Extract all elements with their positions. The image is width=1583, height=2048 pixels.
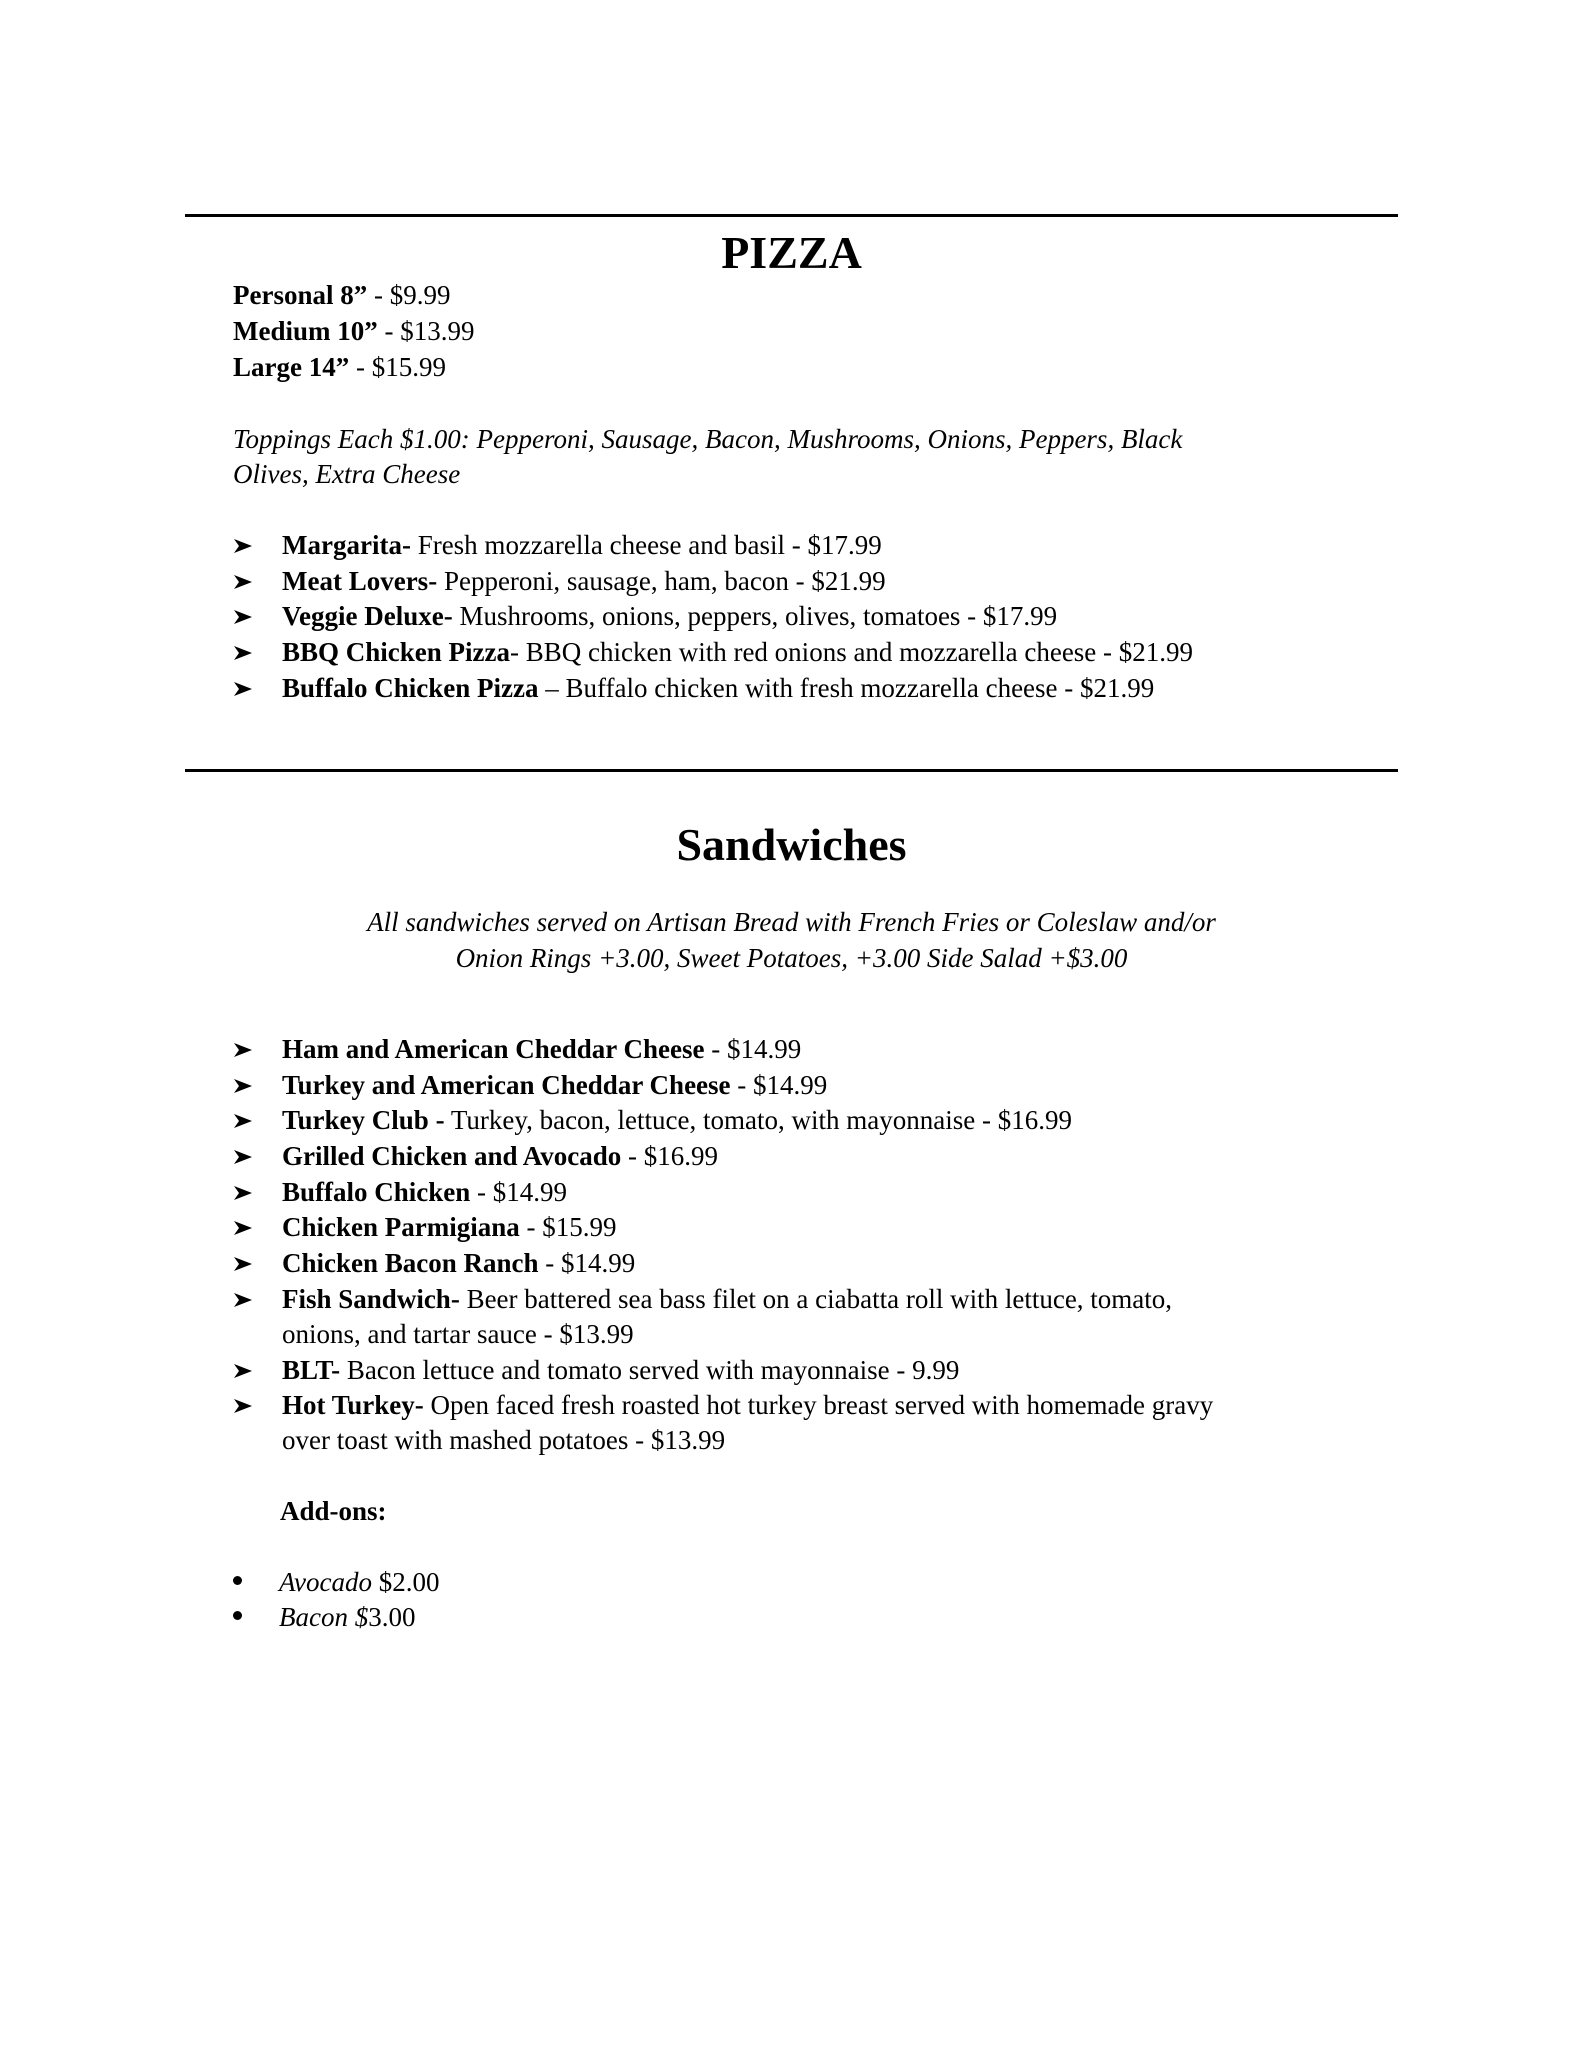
arrow-bullet-icon [233,1078,253,1094]
size-name: Large 14” [233,352,350,382]
item-description: - $16.99 [621,1141,719,1171]
arrow-bullet-icon [233,1220,253,1236]
item-description: - BBQ chicken with red onions and mozzarella cheese - $21.99 [510,637,1194,667]
list-item-continuation: onions, and tartar sauce - $13.99 [282,1319,634,1349]
list-item [282,1357,959,1384]
bullet-dot-icon [233,1611,242,1620]
item-description: Bacon lettuce and tomato served with mayonnaise - 9.99 [340,1355,960,1385]
item-description: - $14.99 [704,1034,802,1064]
item-name: Veggie Deluxe- [282,601,453,631]
sandwiches-subtitle-line2: Onion Rings +3.00, Sweet Potatoes, +3.00 Side Salad +$3.00 [455,943,1128,973]
toppings-note-line2: Olives, Extra Cheese [233,459,461,489]
size-name: Personal 8” [233,280,368,310]
item-description: - $14.99 [730,1070,828,1100]
addon-name: Avocado [279,1567,372,1597]
toppings-note-line1: Toppings Each $1.00: Pepperoni, Sausage, Bacon, Mushrooms, Onions, Peppers, Black [233,424,1183,454]
list-item [282,1179,567,1206]
sandwiches-heading: Sandwiches [676,819,907,870]
item-description: Turkey, bacon, lettuce, tomato, with mayonnaise - $16.99 [444,1105,1072,1135]
arrow-bullet-icon [233,1185,253,1201]
arrow-bullet-icon [233,1256,253,1272]
arrow-bullet-icon [233,609,253,625]
item-name: Ham and American Cheddar Cheese [282,1034,705,1064]
addons-label: Add-ons: [280,1496,387,1526]
addon-item [279,1604,415,1631]
arrow-bullet-icon [233,574,253,590]
arrow-bullet-icon [233,538,253,554]
item-description: Fresh mozzarella cheese and basil - $17.99 [410,530,882,560]
list-item [282,1107,1072,1134]
item-name: BLT- [282,1355,341,1385]
addon-price: 3.00 [368,1602,416,1632]
addon-item [279,1569,439,1596]
arrow-bullet-icon [233,681,253,697]
pizza-size-medium [233,318,475,345]
size-price: $13.99 [400,316,475,346]
item-description: Pepperoni, sausage, ham, bacon - $21.99 [437,566,886,596]
list-item [282,1072,827,1099]
item-description: Beer battered sea bass filet on a ciabatta roll with lettuce, tomato, [459,1284,1173,1314]
arrow-bullet-icon [233,1398,253,1414]
section-divider-top [185,214,1398,217]
size-price: $15.99 [371,352,446,382]
separator: - [377,316,401,346]
arrow-bullet-icon [233,1113,253,1129]
list-item [282,1392,1213,1419]
addon-price: $2.00 [378,1567,440,1597]
arrow-bullet-icon [233,1149,253,1165]
item-name: Grilled Chicken and Avocado [282,1141,622,1171]
size-price: $9.99 [389,280,451,310]
list-item [282,1214,617,1241]
list-item [282,639,1193,666]
list-item [282,1250,635,1277]
item-description: Mushrooms, onions, peppers, olives, tomatoes - $17.99 [452,601,1058,631]
item-name: BBQ Chicken Pizza [282,637,510,667]
item-name: Hot Turkey- [282,1390,424,1420]
item-name: Buffalo Chicken Pizza [282,673,539,703]
list-item [282,603,1057,630]
item-name: Turkey Club - [282,1105,445,1135]
item-description: - $14.99 [538,1248,636,1278]
item-name: Fish Sandwich- [282,1284,460,1314]
item-description: - $15.99 [519,1212,617,1242]
list-item [282,1036,801,1063]
item-name: Chicken Bacon Ranch [282,1248,539,1278]
list-item-continuation: over toast with mashed potatoes - $13.99 [282,1425,726,1455]
separator: - [349,352,372,382]
separator: - [367,280,390,310]
arrow-bullet-icon [233,645,253,661]
list-item [282,532,882,559]
item-name: Turkey and American Cheddar Cheese [282,1070,731,1100]
separator [372,1567,379,1597]
item-description: – Buffalo chicken with fresh mozzarella cheese - $21.99 [538,673,1155,703]
list-item [282,568,886,595]
list-item [282,675,1154,702]
list-item [282,1286,1172,1313]
item-name: Chicken Parmigiana [282,1212,520,1242]
arrow-bullet-icon [233,1363,253,1379]
item-name: Meat Lovers- [282,566,438,596]
section-divider-middle [185,769,1398,772]
addon-name: Bacon $ [279,1602,369,1632]
sandwiches-subtitle-line1: All sandwiches served on Artisan Bread with French Fries or Coleslaw and/or [367,907,1216,937]
size-name: Medium 10” [233,316,378,346]
pizza-heading: PIZZA [721,227,862,278]
item-description: Open faced fresh roasted hot turkey breast served with homemade gravy [423,1390,1214,1420]
bullet-dot-icon [233,1576,242,1585]
pizza-size-large [233,354,446,381]
item-description: - $14.99 [470,1177,568,1207]
arrow-bullet-icon [233,1292,253,1308]
list-item [282,1143,718,1170]
arrow-bullet-icon [233,1042,253,1058]
item-name: Buffalo Chicken [282,1177,471,1207]
pizza-size-personal [233,282,451,309]
item-name: Margarita- [282,530,411,560]
